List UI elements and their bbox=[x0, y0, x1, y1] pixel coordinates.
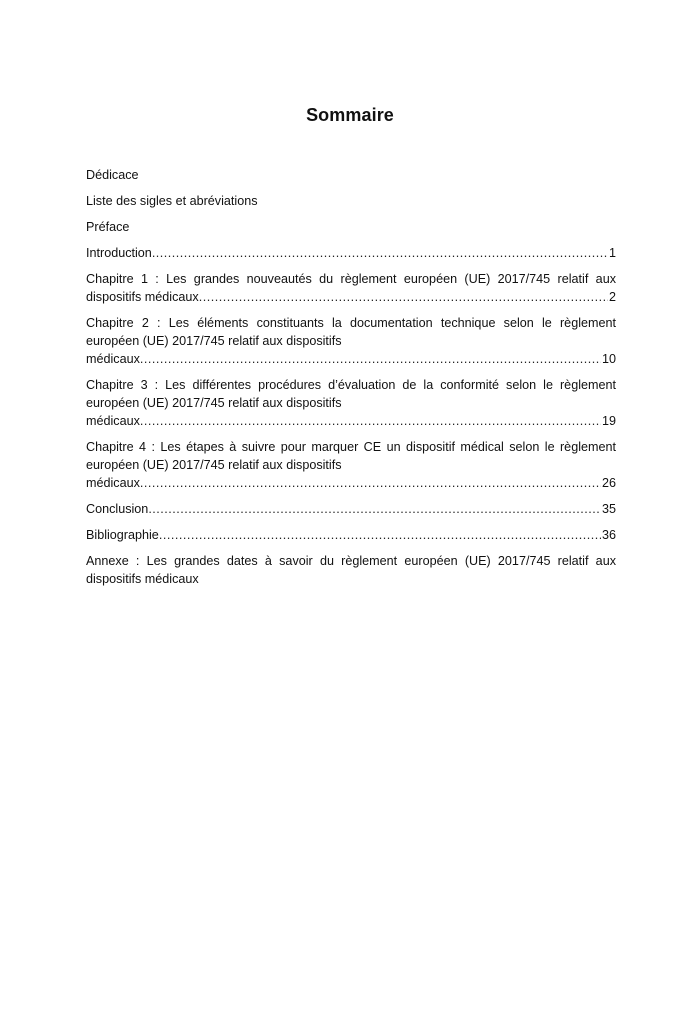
toc-label: médicaux bbox=[86, 476, 140, 490]
toc-page-number: 36 bbox=[601, 528, 616, 542]
toc-entry-chapitre-2 bbox=[86, 314, 616, 368]
dot-leader bbox=[199, 288, 608, 306]
toc-entry-chapitre-1 bbox=[86, 270, 616, 306]
toc-label: médicaux bbox=[86, 352, 140, 366]
toc-line: européen (UE) 2017/745 relatif aux dispositifs bbox=[86, 396, 342, 410]
toc-entry-chapitre-3 bbox=[86, 376, 616, 430]
toc-label: Bibliographie bbox=[86, 528, 159, 542]
page-title: Sommaire bbox=[306, 105, 394, 125]
toc-leader-line bbox=[86, 350, 616, 368]
toc-label: Conclusion bbox=[86, 502, 149, 516]
toc-page-number: 10 bbox=[601, 352, 616, 366]
toc-label: dispositifs médicaux bbox=[86, 290, 199, 304]
toc-line: Chapitre 2 : Les éléments constituants la documentation technique selon le règlement bbox=[86, 316, 616, 330]
toc-page-number: 26 bbox=[601, 476, 616, 490]
toc-entry-conclusion bbox=[86, 500, 616, 518]
dot-leader bbox=[140, 350, 601, 368]
dot-leader bbox=[140, 412, 601, 430]
toc-line: dispositifs médicaux bbox=[86, 572, 199, 586]
dot-leader bbox=[148, 500, 601, 518]
toc-entry-dedicace: Dédicace bbox=[86, 168, 139, 182]
toc-line: Annexe : Les grandes dates à savoir du règlement européen (UE) 2017/745 relatif aux bbox=[86, 554, 616, 568]
toc-line: européen (UE) 2017/745 relatif aux dispositifs bbox=[86, 334, 342, 348]
toc-page-number: 35 bbox=[601, 502, 616, 516]
dot-leader bbox=[159, 526, 601, 544]
toc-label: médicaux bbox=[86, 414, 140, 428]
toc-entry-annexe bbox=[86, 552, 616, 588]
toc-leader-line bbox=[86, 412, 616, 430]
toc-page-number: 19 bbox=[601, 414, 616, 428]
toc-entry-sigles: Liste des sigles et abréviations bbox=[86, 194, 258, 208]
toc-entry-preface: Préface bbox=[86, 220, 130, 234]
toc-line: Chapitre 1 : Les grandes nouveautés du règlement européen (UE) 2017/745 relatif aux bbox=[86, 272, 616, 286]
toc-line: européen (UE) 2017/745 relatif aux dispositifs bbox=[86, 458, 342, 472]
dot-leader bbox=[152, 244, 608, 262]
toc-leader-line bbox=[86, 288, 616, 306]
toc-leader-line bbox=[86, 474, 616, 492]
toc-entry-chapitre-4 bbox=[86, 438, 616, 492]
dot-leader bbox=[140, 474, 601, 492]
toc-entry-introduction bbox=[86, 244, 616, 262]
toc-line: Chapitre 3 : Les différentes procédures d’évaluation de la conformité selon le règlement bbox=[86, 378, 616, 392]
toc-entry-bibliographie bbox=[86, 526, 616, 544]
table-of-contents bbox=[86, 166, 616, 596]
toc-line: Chapitre 4 : Les étapes à suivre pour marquer CE un dispositif médical selon le règlement bbox=[86, 440, 616, 454]
toc-page-number: 2 bbox=[608, 290, 616, 304]
toc-page-number: 1 bbox=[608, 246, 616, 260]
toc-label: Introduction bbox=[86, 246, 152, 260]
